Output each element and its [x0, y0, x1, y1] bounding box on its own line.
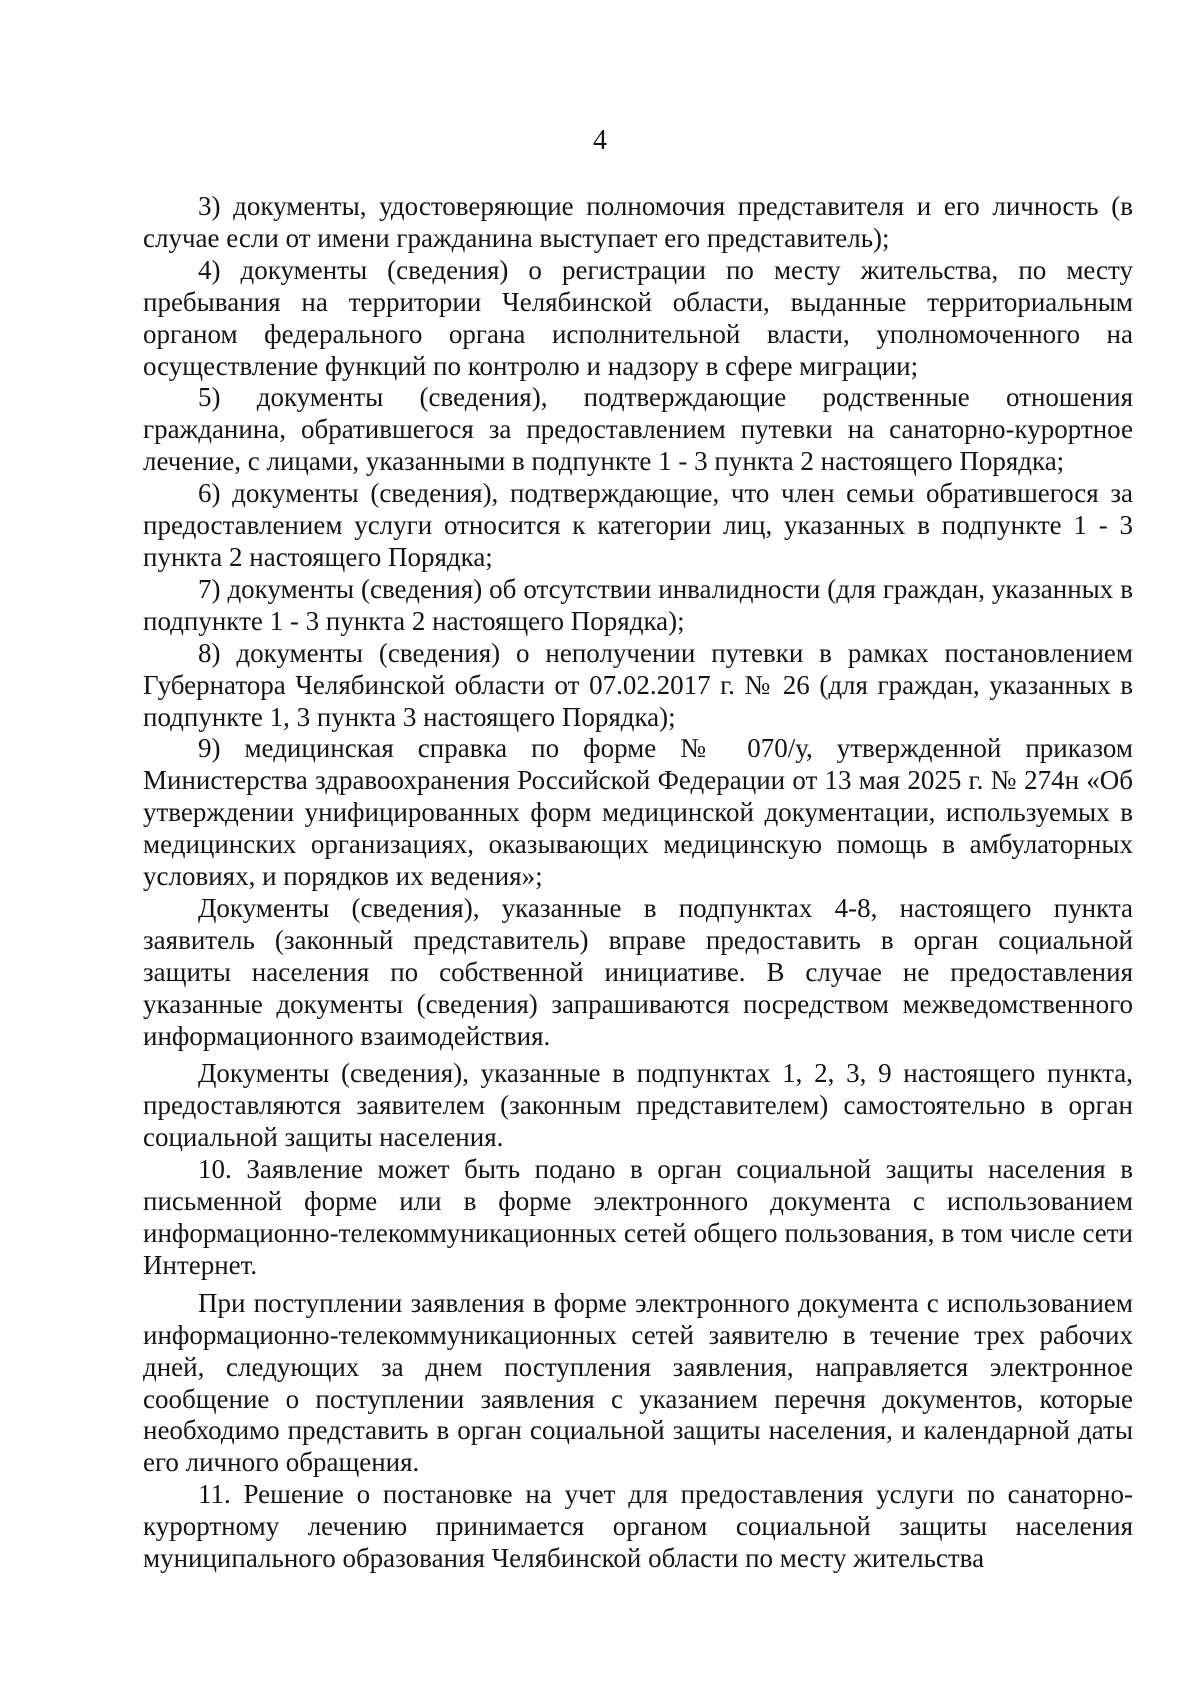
paragraph-item-9: 9) медицинская справка по форме № 070/у, утвержденной приказом Министерства здравоохранения Российской Федерации от 13 мая 2025 г. № 274н «Об утверждении унифицированных форм медицинской документации, используемых в медицинских организациях, оказывающих медицинскую помощь в амбулаторных условиях, и порядков их ведения»;: [143, 733, 1133, 892]
paragraph-item-4: 4) документы (сведения) о регистрации по месту жительства, по месту пребывания на территории Челябинской области, выданные территориальным органом федерального органа исполнительной власти, уполномоченного на осуществление функций по контролю и надзору в сфере миграции;: [143, 254, 1133, 381]
paragraph-section-11: 11. Решение о постановке на учет для предоставления услуги по санаторно-курортному лечению принимается органом социальной защиты населения муниципального образования Челябинской области по месту жительства: [143, 1479, 1133, 1574]
paragraph-item-3: 3) документы, удостоверяющие полномочия представителя и его личность (в случае если от имени гражданина выступает его представитель);: [143, 191, 1133, 253]
page-number: 4: [593, 125, 607, 156]
paragraph-mandatory-documents: Документы (сведения), указанные в подпунктах 1, 2, 3, 9 настоящего пункта, предоставляются заявителем (законным представителем) самостоятельно в орган социальной защиты населения.: [143, 1058, 1133, 1153]
paragraph-optional-documents: Документы (сведения), указанные в подпунктах 4-8, настоящего пункта заявитель (законный представитель) вправе предоставить в орган социальной защиты населения по собственной инициативе. В случае не предоставления указанные документы (сведения) запрашиваются посредством межведомственного информационного взаимодействия.: [143, 892, 1133, 1051]
paragraph-item-8: 8) документы (сведения) о неполучении путевки в рамках постановлением Губернатора Челябинской области от 07.02.2017 г. № 26 (для граждан, указанных в подпункте 1, 3 пункта 3 настоящего Порядка);: [143, 637, 1133, 732]
paragraph-section-10: 10. Заявление может быть подано в орган социальной защиты населения в письменной форме или в форме электронного документа с использованием информационно-телекоммуникационных сетей общего пользования, в том числе сети Интернет.: [143, 1154, 1133, 1280]
paragraph-item-7: 7) документы (сведения) об отсутствии инвалидности (для граждан, указанных в подпункте 1 - 3 пункта 2 настоящего Порядка);: [143, 573, 1133, 636]
paragraph-electronic-submission: При поступлении заявления в форме электронного документа с использованием информационно-телекоммуникационных сетей заявителю в течение трех рабочих дней, следующих за днем поступления заявления, направляется электронное сообщение о поступлении заявления с указанием перечня документов, которые необходимо представить в орган социальной защиты населения, и календарной даты его личного обращения.: [143, 1287, 1133, 1478]
paragraph-item-6: 6) документы (сведения), подтверждающие, что член семьи обратившегося за предоставлением услуги относится к категории лиц, указанных в подпункте 1 - 3 пункта 2 настоящего Порядка;: [143, 478, 1133, 572]
document-body: [143, 191, 1133, 1575]
paragraph-item-5: 5) документы (сведения), подтверждающие родственные отношения гражданина, обратившегося за предоставлением путевки на санаторно-курортное лечение, с лицами, указанными в подпункте 1 - 3 пункта 2 настоящего Порядка;: [143, 382, 1133, 477]
